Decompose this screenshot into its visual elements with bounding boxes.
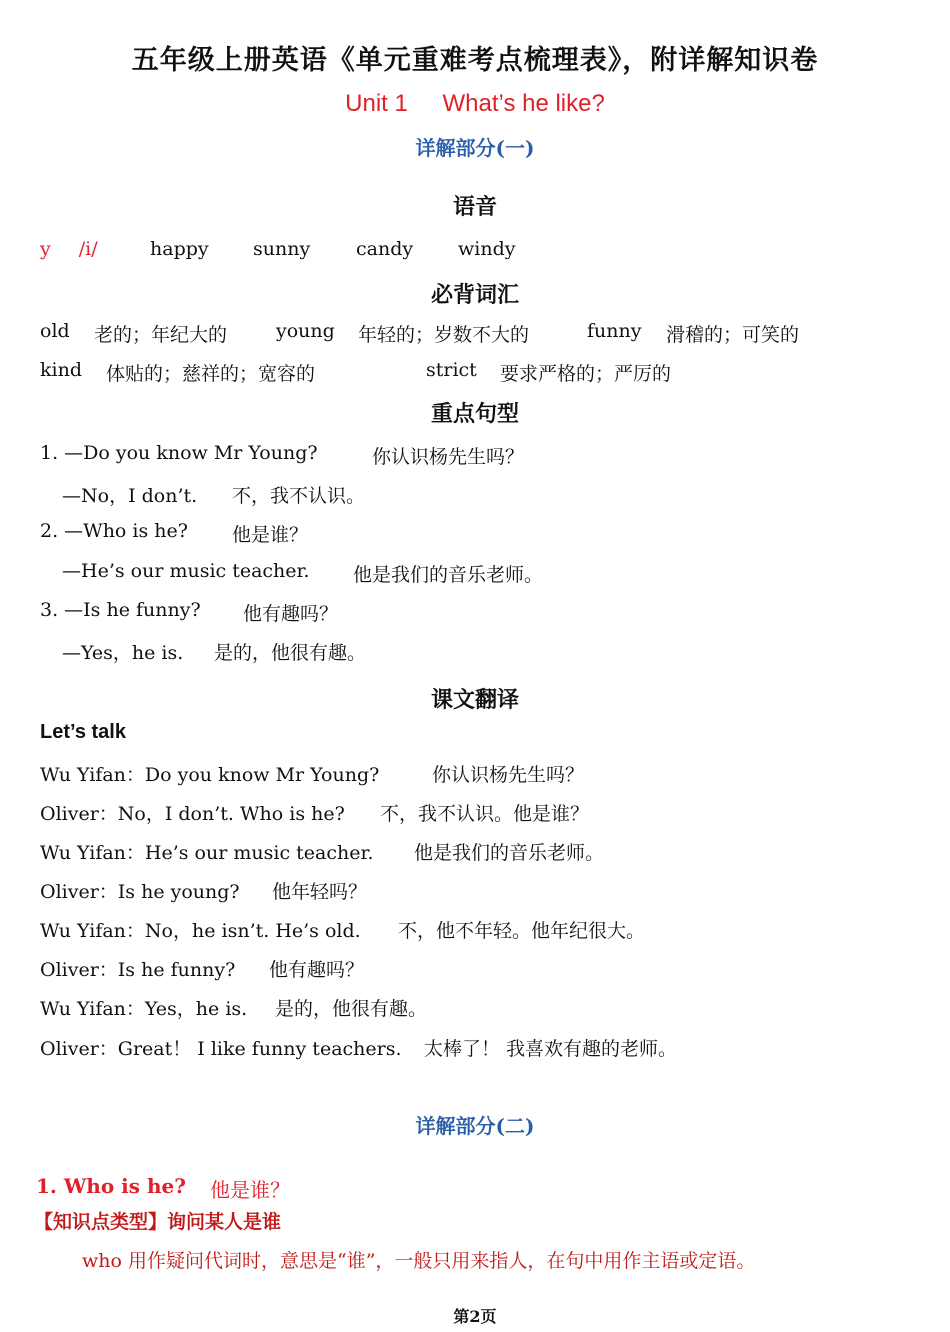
phonics-row xyxy=(40,238,98,260)
vocab-zh: 滑稽的；可笑的 xyxy=(666,324,800,346)
dialogue-line-en: Oliver：Great！ I like funny teachers. xyxy=(40,1038,402,1060)
part-one-heading: 详解部分(一) xyxy=(415,136,535,160)
dialogue-line-zh: 他有趣吗？ xyxy=(269,959,365,981)
translation-heading: 课文翻译 xyxy=(430,688,519,713)
dialogue-line-en: Oliver：Is he young? xyxy=(40,881,240,903)
dialogue-line-zh: 不，我不认识。他是谁？ xyxy=(380,803,590,825)
dialogue-line-en: Wu Yifan：Do you know Mr Young? xyxy=(40,764,380,786)
dialogue-line-en: Wu Yifan：No，he isn’t. He’s old. xyxy=(40,920,361,942)
unit-name: What’s he like? xyxy=(442,90,605,117)
vocab-zh: 要求严格的；严厉的 xyxy=(500,363,672,385)
dialogue-line-zh: 不，他不年轻。他年纪很大。 xyxy=(398,920,646,942)
dialogue-line-en: Wu Yifan：He’s our music teacher. xyxy=(40,842,374,864)
sentences-heading: 重点句型 xyxy=(430,402,519,427)
vocab-zh: 体贴的；慈祥的；宽容的 xyxy=(106,363,316,385)
vocab-en: young xyxy=(276,320,335,342)
sentence-answer-zh: 不，我不认识。 xyxy=(232,485,366,507)
phonics-letter: y xyxy=(40,238,51,260)
sentence-answer: —Yes，he is. xyxy=(62,642,184,664)
vocab-zh: 年轻的；岁数不大的 xyxy=(358,324,530,346)
sentence-question: 3. —Is he funny? xyxy=(40,599,201,621)
sentence-question-zh: 他是谁？ xyxy=(232,524,309,546)
sentence-question: 2. —Who is he? xyxy=(40,520,188,542)
sentence-question-zh: 他有趣吗？ xyxy=(243,603,339,625)
sentence-answer: —No，I don’t. xyxy=(62,485,198,507)
point-title-en: 1. Who is he? xyxy=(36,1174,186,1198)
vocab-en: kind xyxy=(40,359,82,381)
vocab-zh: 老的；年纪大的 xyxy=(94,324,228,346)
vocab-heading: 必背词汇 xyxy=(430,283,519,308)
part-two-heading: 详解部分(二) xyxy=(415,1114,535,1138)
vocab-en: funny xyxy=(587,320,642,342)
unit-heading xyxy=(0,90,950,118)
dialogue-line-zh: 他是我们的音乐老师。 xyxy=(414,842,605,864)
sentence-question-zh: 你认识杨先生吗？ xyxy=(372,446,525,468)
phonics-sound: /i/ xyxy=(78,238,98,260)
unit-number: Unit 1 xyxy=(345,90,408,117)
dialogue-line-en: Oliver：Is he funny? xyxy=(40,959,236,981)
dialogue-line-zh: 他年轻吗？ xyxy=(272,881,368,903)
sentence-answer: —He’s our music teacher. xyxy=(62,560,310,582)
phonics-heading: 语音 xyxy=(452,195,497,220)
sentence-question: 1. —Do you know Mr Young? xyxy=(40,442,318,464)
phonics-word: sunny xyxy=(253,238,311,260)
point-type-label: 【知识点类型】询问某人是谁 xyxy=(34,1211,282,1233)
dialogue-line-zh: 是的，他很有趣。 xyxy=(275,998,428,1020)
dialogue-line-zh: 太棒了！ 我喜欢有趣的老师。 xyxy=(424,1038,678,1060)
point-explanation: who 用作疑问代词时，意思是“谁”，一般只用来指人，在句中用作主语或定语。 xyxy=(82,1250,756,1272)
dialogue-line-en: Oliver：No，I don’t. Who is he? xyxy=(40,803,345,825)
dialogue-line-zh: 你认识杨先生吗？ xyxy=(432,764,585,786)
phonics-word: candy xyxy=(356,238,414,260)
dialogue-line-en: Wu Yifan：Yes，he is. xyxy=(40,998,248,1020)
sentence-answer-zh: 他是我们的音乐老师。 xyxy=(353,564,544,586)
translation-subheading: Let’s talk xyxy=(40,721,126,743)
point-title-zh: 他是谁？ xyxy=(210,1178,290,1202)
page-title: 五年级上册英语《单元重难考点梳理表》，附详解知识卷 xyxy=(131,45,819,76)
phonics-word: happy xyxy=(150,238,209,260)
sentence-answer-zh: 是的，他很有趣。 xyxy=(214,642,367,664)
phonics-word: windy xyxy=(458,238,516,260)
vocab-en: old xyxy=(40,320,70,342)
vocab-en: strict xyxy=(426,359,477,381)
page-number: 第2页 xyxy=(453,1307,497,1326)
